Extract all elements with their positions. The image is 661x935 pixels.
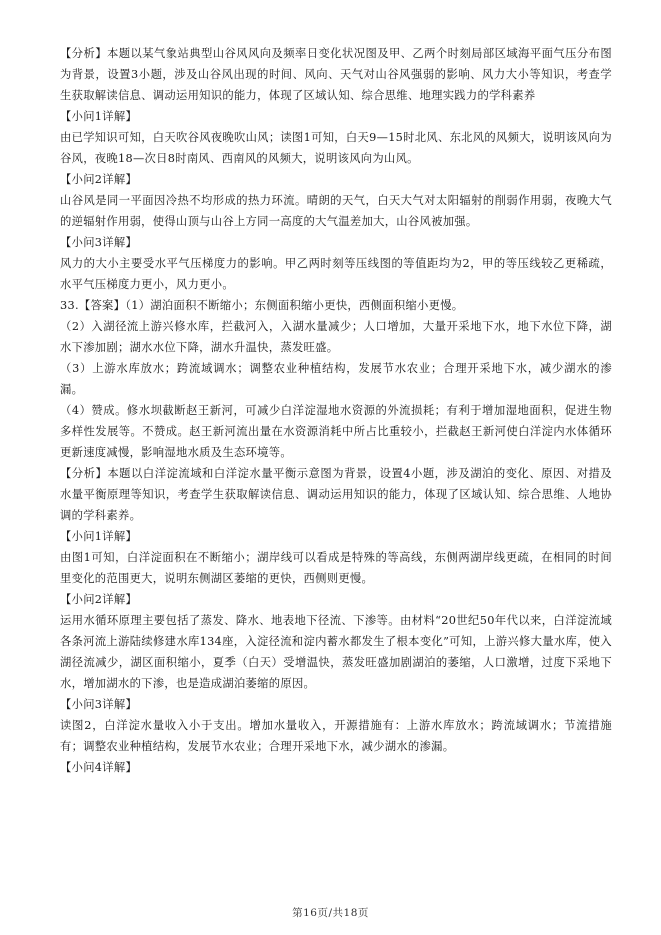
document-body: [60, 43, 612, 778]
explanation-paragraph: 山谷风是同一平面因冷热不均形成的热力环流。晴朗的天气，白天大气对太阳辐射的削弱作用弱，夜晚大气的逆辐射作用弱，使得山顶与山谷上方同一高度的大气温差加大，山谷风被加强。: [60, 194, 612, 228]
explanation-paragraph: 由已学知识可知，白天吹谷风夜晚吹山风；读图1可知，白天9—15时北风、东北风的风频大，说明该风向为谷风，夜晚18—次日8时南风、西南风的风频大，说明该风向为山风。: [60, 131, 612, 165]
subquestion-heading: 【小问3详解】: [60, 698, 138, 711]
answer-paragraph: 33.【答案】（1）湖泊面积不断缩小；东侧面积缩小更快，西侧面积缩小更慢。: [60, 299, 464, 312]
analysis-paragraph: 【分析】本题以某气象站典型山谷风风向及频率日变化状况图及甲、乙两个时刻局部区域海平面气压分布图为背景，设置3小题，涉及山谷风出现的时间、风向、天气对山谷风强弱的影响、风力大小等知识，考查学生获取解读信息、调动运用知识的能力，体现了区域认知、综合思维、地理实践力的学科素养: [60, 47, 612, 102]
subquestion-heading: 【小问3详解】: [60, 236, 138, 249]
explanation-paragraph: 读图2，白洋淀水量收入小于支出。增加水量收入，开源措施有：上游水库放水；跨流域调水；节流措施有；调整农业种植结构，发展节水农业；合理开采地下水，减少湖水的渗漏。: [60, 719, 612, 753]
answer-paragraph: （4）赞成。修水坝截断赵王新河，可减少白洋淀湿地水资源的外流损耗；有利于增加湿地面积，促进生物多样性发展等。不赞成。赵王新河流出量在水资源消耗中所占比重较小，拦截赵王新河使白洋淀内水体循环更新速度减慢，影响湿地水质及生态环境等。: [60, 404, 612, 459]
subquestion-heading: 【小问2详解】: [60, 173, 138, 186]
page-number-footer: 第16页/共18页: [292, 907, 369, 919]
answer-paragraph: （3）上游水库放水；跨流域调水；调整农业种植结构，发展节水农业；合理开采地下水，减少湖水的渗漏。: [60, 362, 612, 396]
subquestion-heading: 【小问1详解】: [60, 530, 138, 543]
subquestion-heading: 【小问1详解】: [60, 110, 138, 123]
explanation-paragraph: 风力的大小主要受水平气压梯度力的影响。甲乙两时刻等压线图的等值距均为2，甲的等压线较乙更稀疏，水平气压梯度力更小，风力更小。: [60, 257, 612, 291]
analysis-paragraph: 【分析】本题以白洋淀流域和白洋淀水量平衡示意图为背景，设置4小题，涉及湖泊的变化、原因、对措及水量平衡原理等知识，考查学生获取解读信息、调动运用知识的能力，体现了区域认知、综合思维、人地协调的学科素养。: [60, 467, 612, 522]
subquestion-heading: 【小问2详解】: [60, 593, 138, 606]
answer-paragraph: （2）入湖径流上游兴修水库，拦截河入，入湖水量减少；人口增加，大量开采地下水，地下水位下降，湖水下渗加剧；湖水水位下降，湖水升温快，蒸发旺盛。: [60, 320, 612, 354]
subquestion-heading: 【小问4详解】: [60, 761, 138, 774]
explanation-paragraph: 运用水循环原理主要包括了蒸发、降水、地表地下径流、下渗等。由材料“20世纪50年代以来，白洋淀流域各条河流上游陆续修建水库134座，入淀径流和淀内蓄水都发生了根本变化”可知，上游兴修大量水库，使入湖径流减少，湖区面积缩小，夏季（白天）受增温快，蒸发旺盛加剧湖泊的萎缩，人口激增，过度下采地下水，增加湖水的下渗，也是造成湖泊萎缩的原因。: [60, 614, 612, 690]
explanation-paragraph: 由图1可知，白洋淀面积在不断缩小；湖岸线可以看成是特殊的等高线，东侧两湖岸线更疏，在相同的时间里变化的范围更大，说明东侧湖区萎缩的更快，西侧则更慢。: [60, 551, 612, 585]
